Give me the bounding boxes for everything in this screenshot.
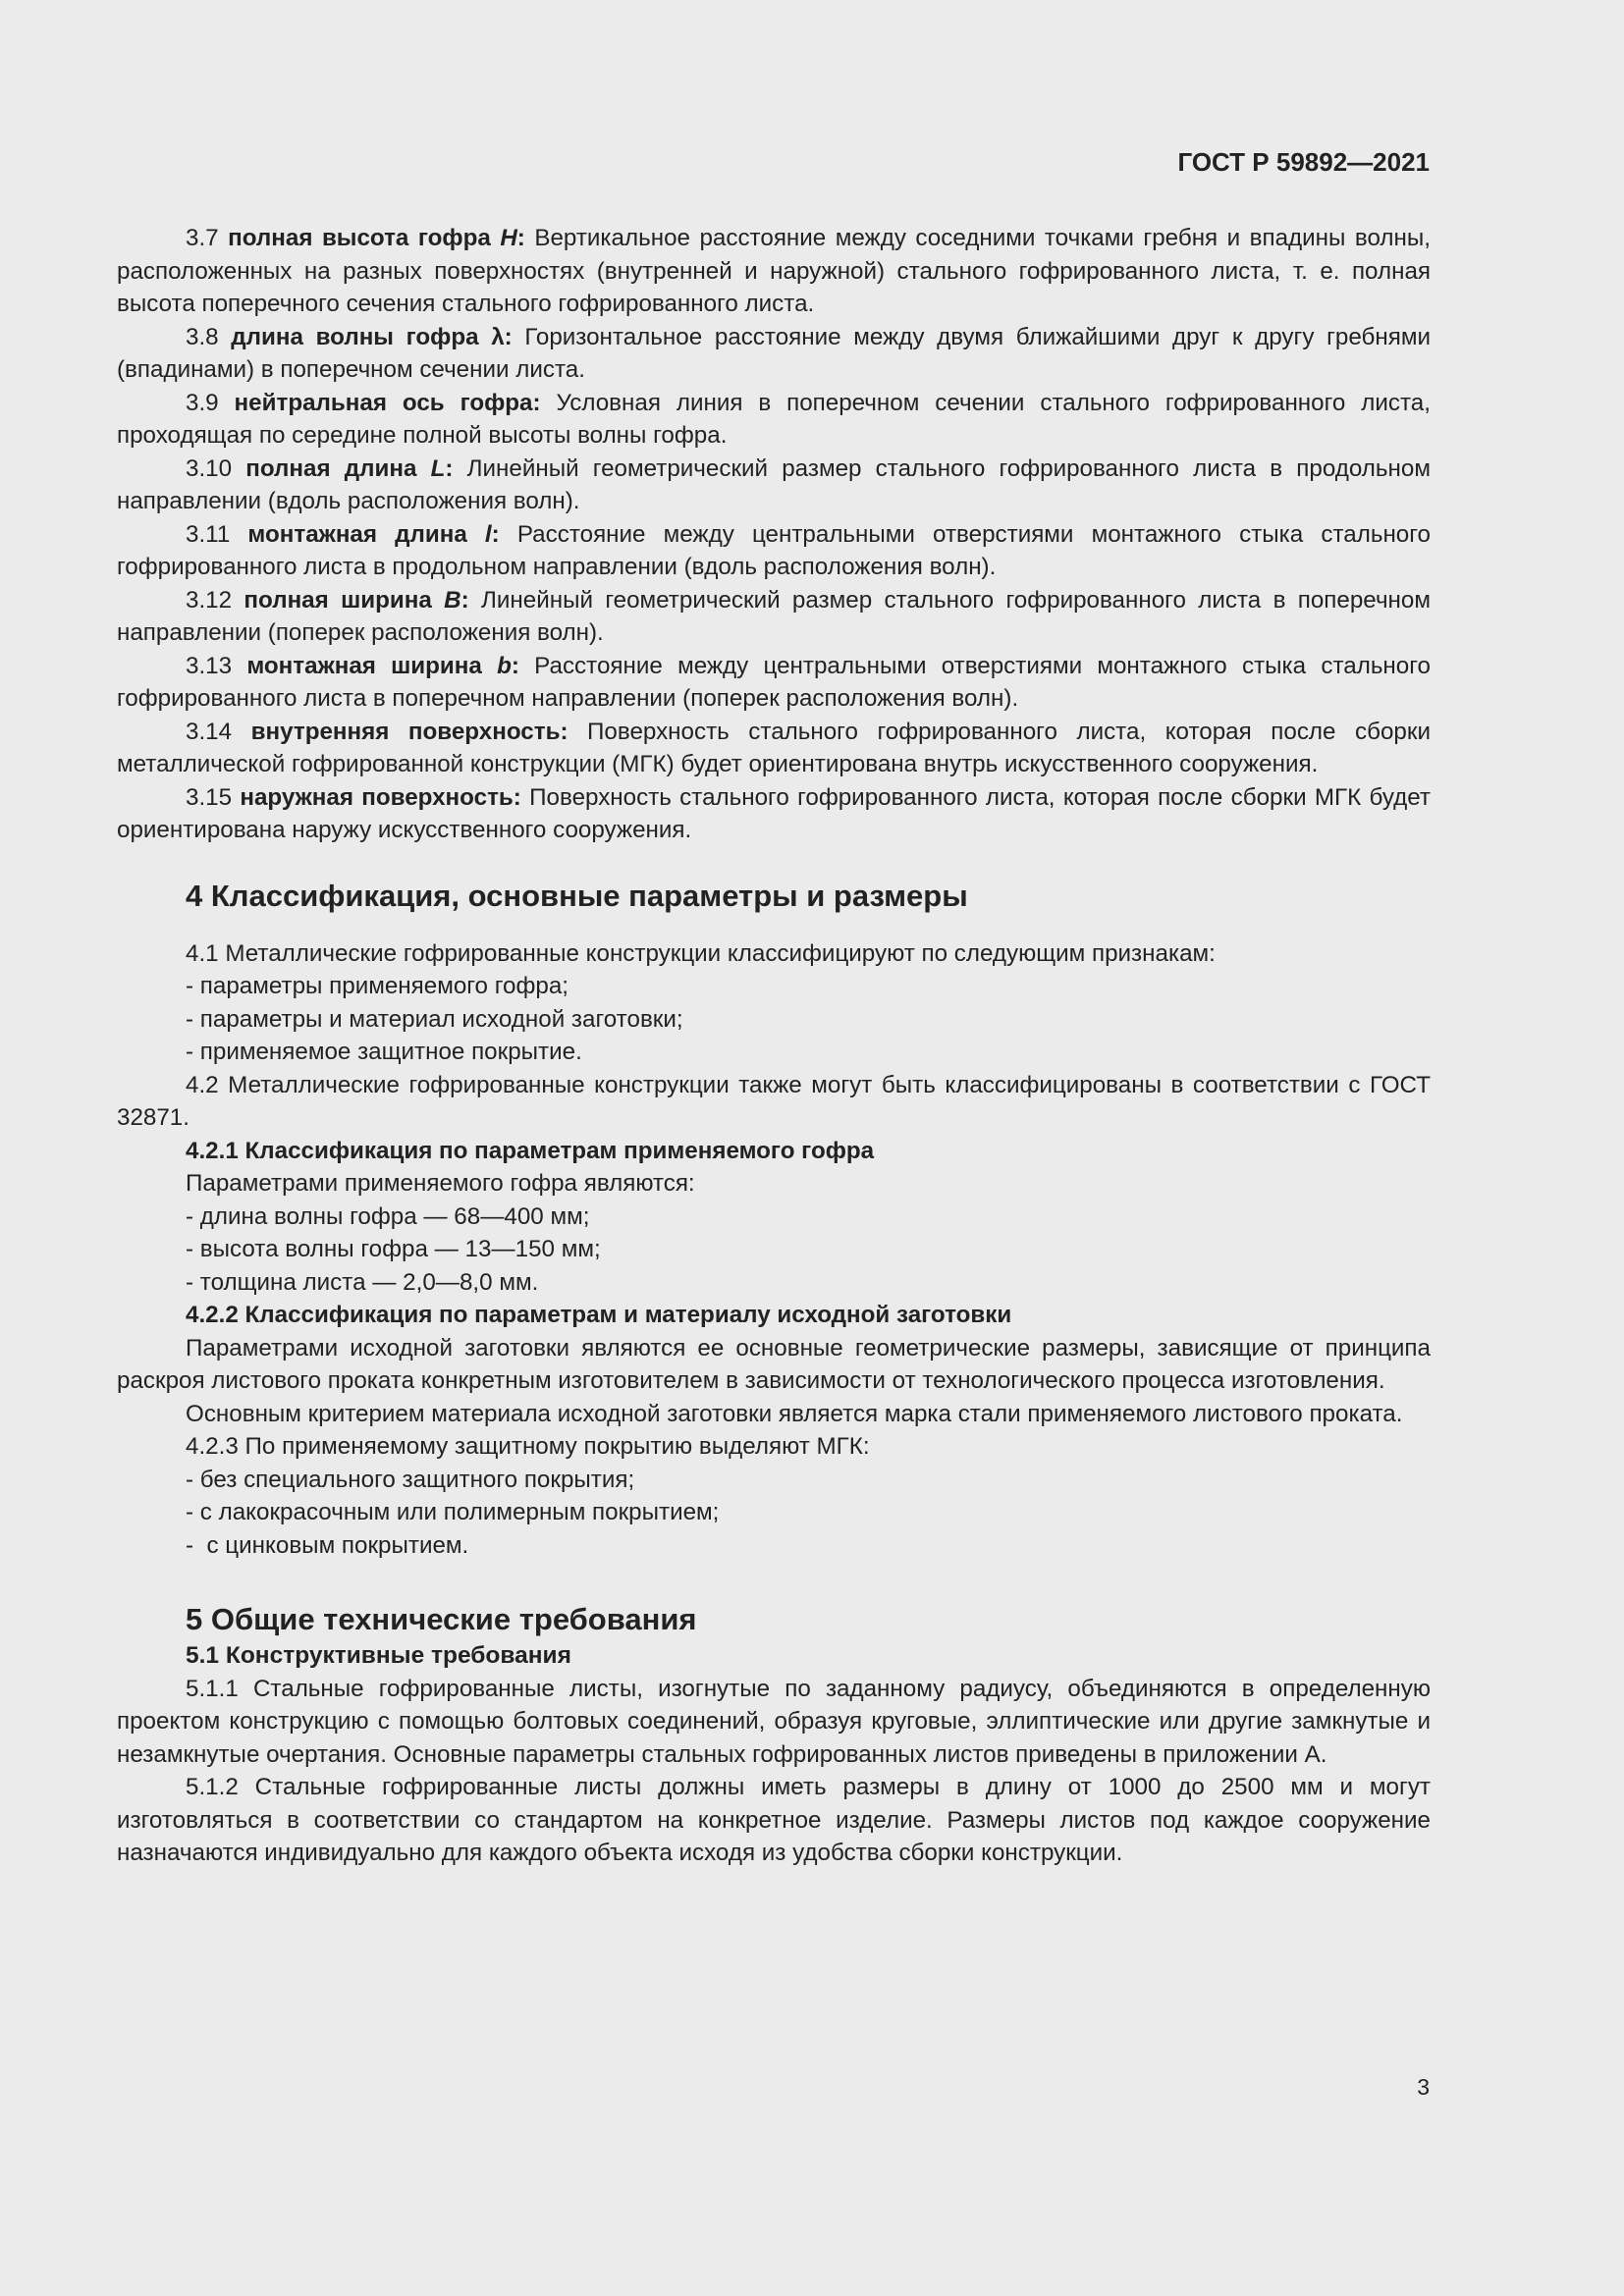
subheading-4-2-1: 4.2.1 Классификация по параметрам применяемого гофра <box>186 1137 875 1164</box>
page-content <box>117 222 1431 1870</box>
term-symbol: l <box>484 520 492 548</box>
term-name: наружная поверхность: <box>240 783 521 811</box>
term-3-7 <box>117 222 1431 321</box>
term-3-9 <box>117 387 1431 453</box>
list-item: - параметры применяемого гофра; <box>186 973 568 999</box>
section-4-heading: 4 Классификация, основные параметры и размеры <box>186 878 968 913</box>
paragraph-4-2-3: 4.2.3 По применяемому защитному покрытию выделяют МГК: <box>186 1433 870 1460</box>
term-number: 3.11 <box>186 520 231 548</box>
term-number: 3.15 <box>186 783 233 811</box>
term-symbol: B <box>444 586 461 614</box>
doc-code-header: ГОСТ Р 59892—2021 <box>1177 147 1430 177</box>
paragraph-4-2-2a: Параметрами исходной заготовки являются ее основные геометрические размеры, зависящие от принципа раскроя листового проката конкретным изготовителем в зависимости от технологического процесса изготовления. <box>117 1334 1431 1394</box>
paragraph-4-1: 4.1 Металлические гофрированные конструкции классифицируют по следующим признакам: <box>186 939 1216 967</box>
term-name: полная высота гофра H: <box>228 225 525 251</box>
paragraph-5-1-2: 5.1.2 Стальные гофрированные листы должны иметь размеры в длину от 1000 до 2500 мм и могут изготовляться в соответствии со стандартом на конкретное изделие. Размеры листов под каждое сооружение назначаются индивидуально для каждого объекта исходя из удобства сборки конструкции. <box>117 1774 1431 1866</box>
term-3-8 <box>117 321 1431 387</box>
term-symbol: H <box>500 225 517 251</box>
term-number: 3.7 <box>186 225 219 251</box>
term-name: полная ширина B: <box>244 586 469 614</box>
term-number: 3.13 <box>186 652 233 679</box>
term-3-12 <box>117 584 1431 650</box>
terms-list <box>117 222 1431 847</box>
list-item: - параметры и материал исходной заготовки; <box>186 1005 683 1033</box>
list-item: - применяемое защитное покрытие. <box>186 1039 582 1065</box>
term-3-13 <box>117 650 1431 716</box>
subheading-4-2-2: 4.2.2 Классификация по параметрам и материалу исходной заготовки <box>186 1302 1012 1328</box>
term-definition: Расстояние между центральными отверстиями монтажного стыка стального гофрированного листа в поперечном направлении (поперек расположения волн). <box>117 652 1431 712</box>
term-number: 3.14 <box>186 718 233 745</box>
term-number: 3.12 <box>186 586 233 614</box>
term-symbol: L <box>430 454 446 482</box>
page-number: 3 <box>1417 2074 1430 2100</box>
term-name: монтажная ширина b: <box>246 652 519 679</box>
term-definition: Поверхность стального гофрированного листа, которая после сборки МГК будет ориентирована наружу искусственного сооружения. <box>117 783 1431 843</box>
paragraph-5-1-1: 5.1.1 Стальные гофрированные листы, изогнутые по заданному радиусу, объединяются в определенную проектом конструкцию с помощью болтовых соединений, образуя круговые, эллиптические или другие замкнутые и незамкнутые очертания. Основные параметры стальных гофрированных листов приведены в приложении А. <box>117 1675 1431 1768</box>
list-item: - с цинковым покрытием. <box>186 1531 469 1559</box>
term-definition: Линейный геометрический размер стального гофрированного листа в поперечном направлении (поперек расположения волн). <box>117 586 1431 646</box>
term-3-14 <box>117 716 1431 781</box>
paragraph-4-2-2b: Основным критерием материала исходной заготовки является марка стали применяемого листового проката. <box>186 1400 1403 1427</box>
term-definition: Расстояние между центральными отверстиями монтажного стыка стального гофрированного листа в продольном направлении (вдоль расположения волн). <box>117 520 1431 580</box>
list-item: - высота волны гофра — 13—150 мм; <box>186 1236 601 1262</box>
term-name: нейтральная ось гофра: <box>234 389 541 416</box>
list-item: - толщина листа — 2,0—8,0 мм. <box>186 1268 539 1296</box>
term-number: 3.9 <box>186 389 219 416</box>
list-item: - без специального защитного покрытия; <box>186 1466 635 1493</box>
subsection-5-1-heading: 5.1 Конструктивные требования <box>186 1642 571 1669</box>
term-3-11 <box>117 518 1431 584</box>
term-name: длина волны гофра λ: <box>231 323 513 350</box>
term-definition: Линейный геометрический размер стального гофрированного листа в продольном направлении (вдоль расположения волн). <box>117 454 1431 514</box>
term-name: полная длина L: <box>245 454 454 482</box>
term-3-10 <box>117 453 1431 518</box>
term-definition: Поверхность стального гофрированного листа, которая после сборки металлической гофрированной конструкции (МГК) будет ориентирована внутрь искусственного сооружения. <box>117 718 1431 777</box>
section-5-heading: 5 Общие технические требования <box>186 1602 697 1636</box>
term-definition: Вертикальное расстояние между соседними точками гребня и впадины волны, расположенных на разных поверхностях (внутренней и наружной) стального гофрированного листа, т. е. полная высота поперечного сечения стального гофрированного листа. <box>117 225 1431 317</box>
term-symbol: b <box>497 652 512 679</box>
term-number: 3.8 <box>186 323 219 350</box>
list-item: - длина волны гофра — 68—400 мм; <box>186 1202 590 1230</box>
term-definition: Горизонтальное расстояние между двумя ближайшими друг к другу гребнями (впадинами) в поперечном сечении листа. <box>117 323 1431 383</box>
term-definition: Условная линия в поперечном сечении стального гофрированного листа, проходящая по середине полной высоты волны гофра. <box>117 389 1431 449</box>
term-3-15 <box>117 781 1431 847</box>
paragraph-4-2-1: Параметрами применяемого гофра являются: <box>186 1170 695 1197</box>
term-name: монтажная длина l: <box>247 520 500 548</box>
paragraph-4-2: 4.2 Металлические гофрированные конструкции также могут быть классифицированы в соответствии с ГОСТ 32871. <box>117 1071 1431 1131</box>
term-number: 3.10 <box>186 454 233 482</box>
list-item: - с лакокрасочным или полимерным покрытием; <box>186 1499 720 1525</box>
term-name: внутренняя поверхность: <box>250 718 568 745</box>
